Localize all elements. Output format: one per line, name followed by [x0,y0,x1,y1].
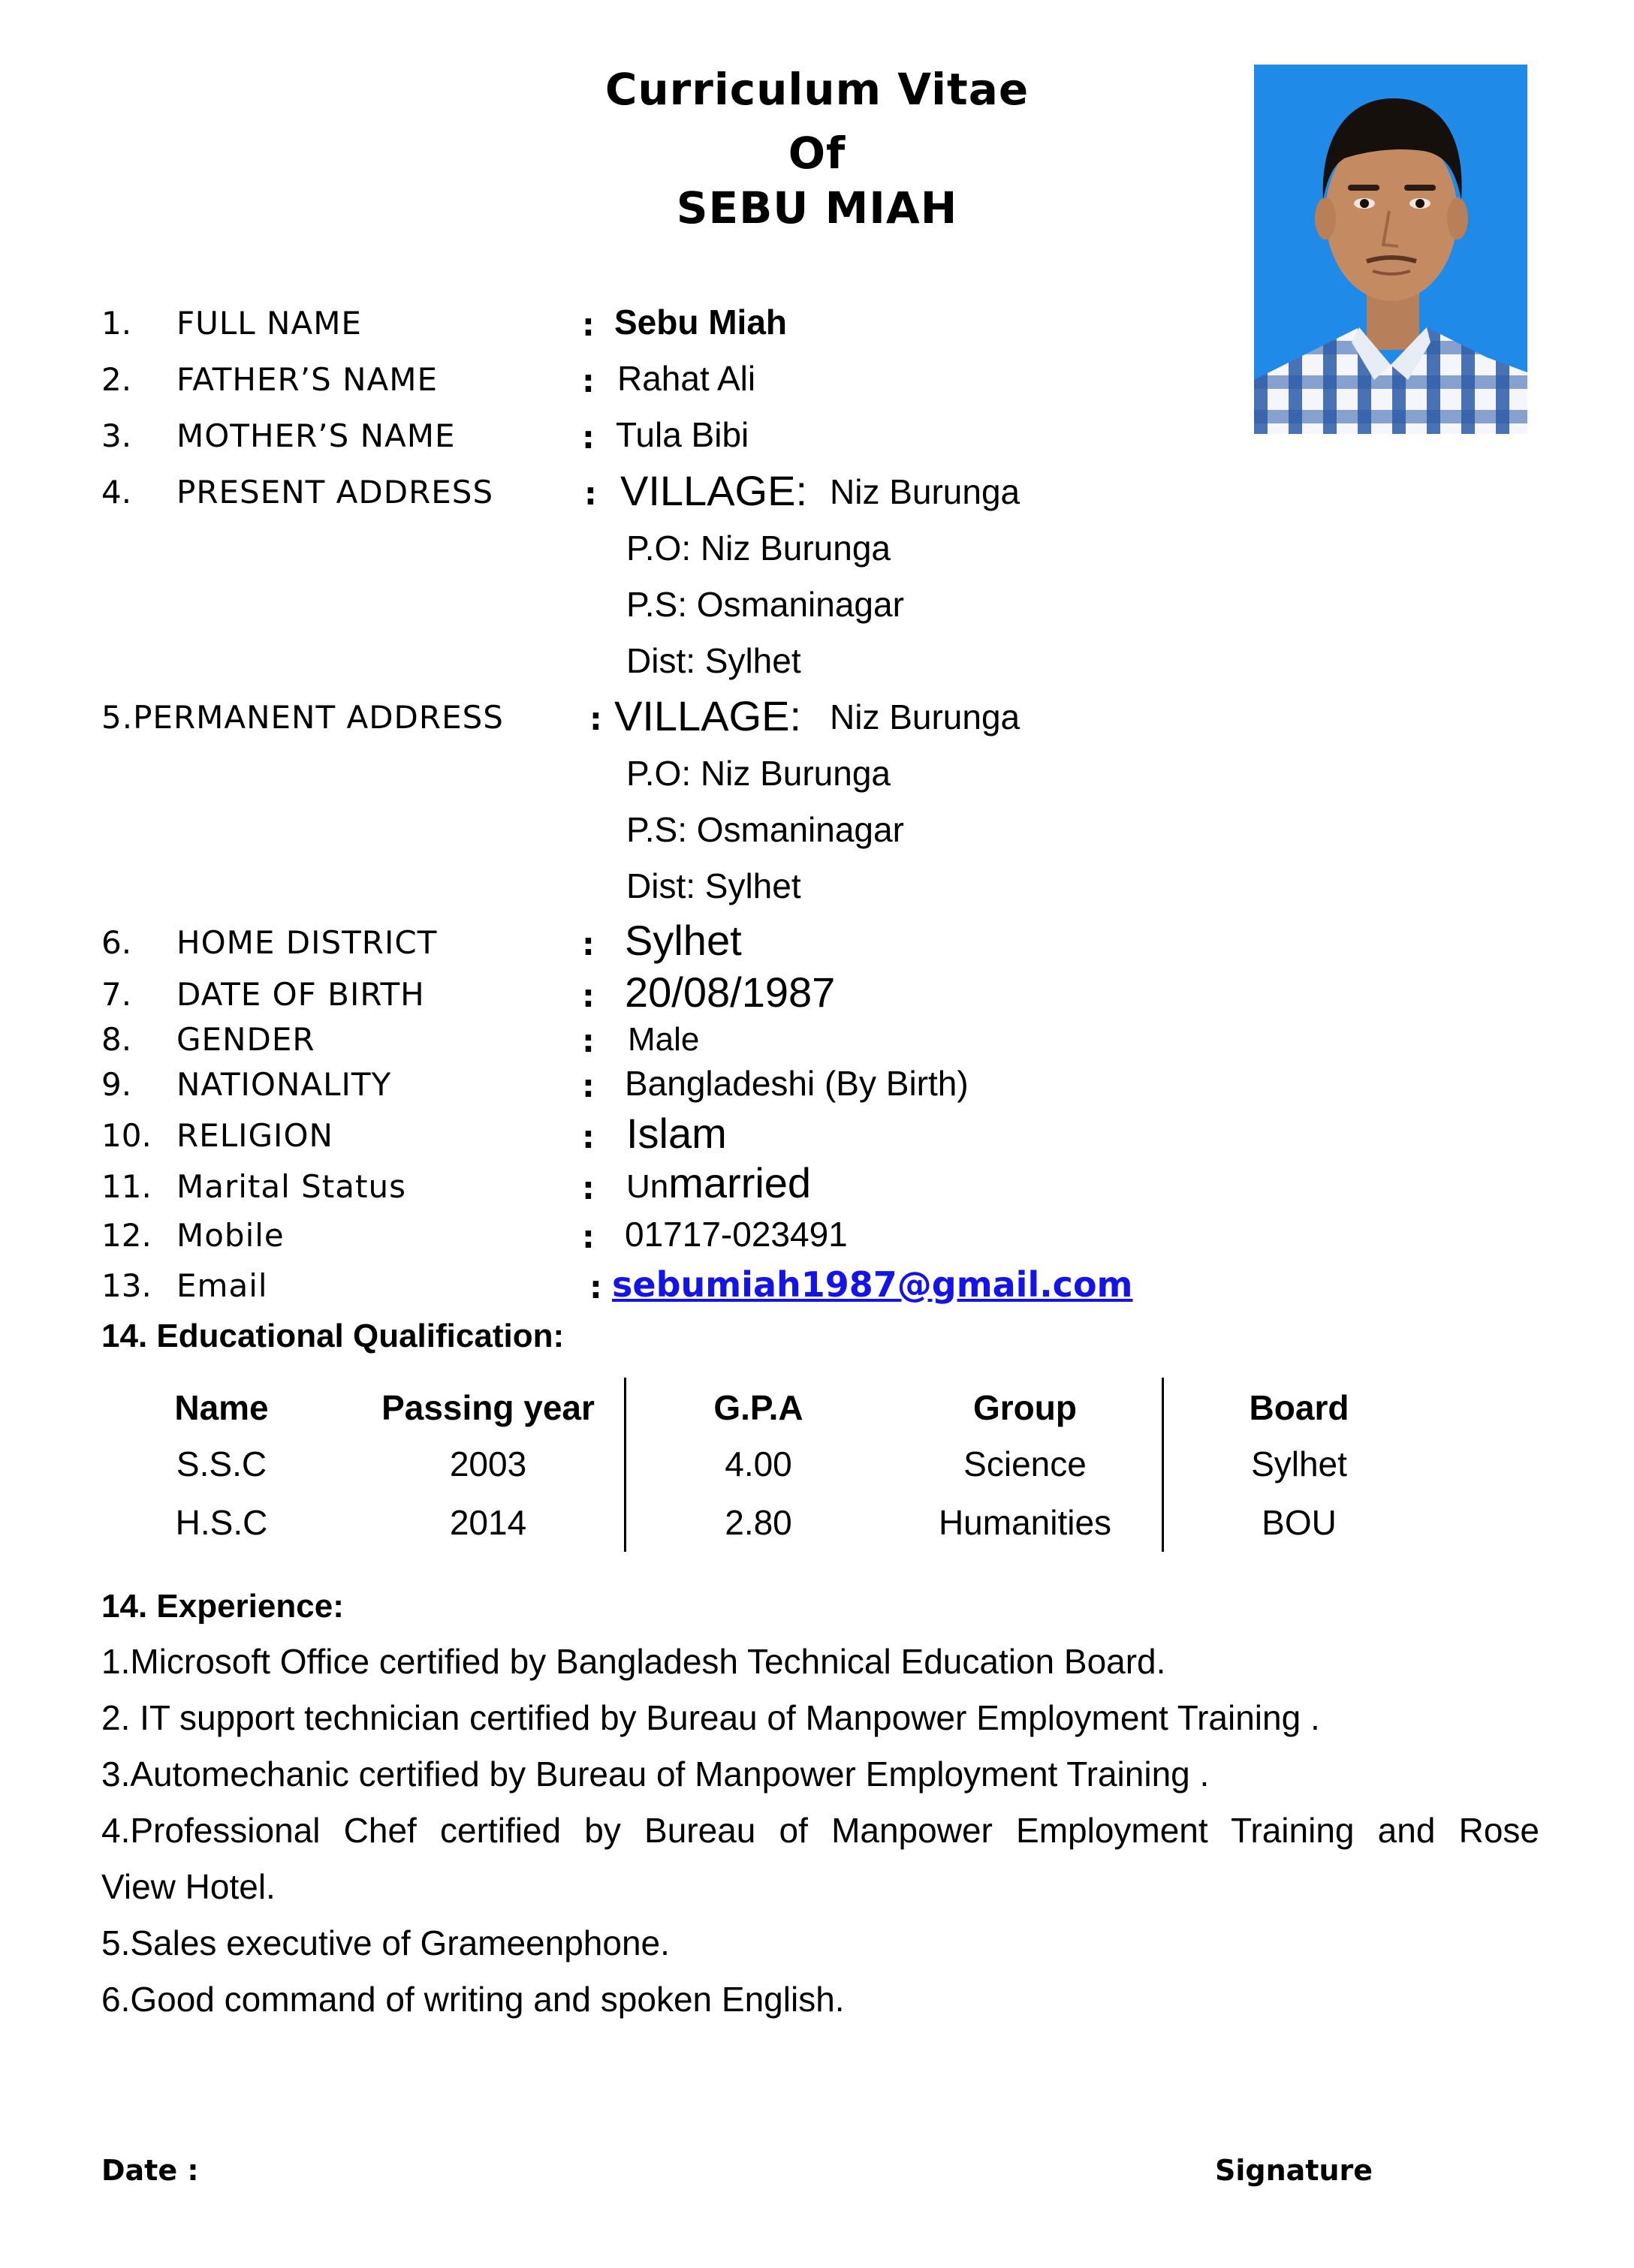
separator-colon: : [582,1068,595,1104]
value-gender: Male [628,1021,700,1058]
label-mothers-name: MOTHER’S NAME [176,417,456,454]
experience-heading: 14. Experience: [101,1588,344,1625]
edu-col-group: Group [973,1388,1077,1427]
value-mobile: 01717-023491 [625,1215,848,1254]
experience-item: 6.Good command of writing and spoken English. [101,1980,845,2019]
separator-colon: : [582,1119,595,1155]
separator-colon: : [582,419,595,456]
marital-prefix: Un [626,1168,669,1205]
profile-photo [1254,65,1527,434]
edu-cell: 2.80 [725,1503,792,1542]
separator-colon: : [582,306,595,343]
permanent-police-station: P.S: Osmaninagar [626,810,904,849]
label-religion: RELIGION [176,1117,333,1154]
edu-cell: S.S.C [176,1444,267,1483]
education-heading: 14. Educational Qualification: [101,1318,565,1354]
edu-cell: Sylhet [1251,1444,1347,1483]
label-present-address: PRESENT ADDRESS [176,474,494,511]
email-link[interactable]: sebumiah1987@gmail.com [612,1264,1133,1305]
field-number: 13. [101,1267,152,1304]
edu-col-gpa: G.P.A [713,1388,803,1427]
label-gender: GENDER [176,1021,315,1058]
separator-colon: : [582,1170,595,1206]
edu-cell: 4.00 [725,1444,792,1483]
field-number: 9. [101,1066,132,1103]
field-number: 8. [101,1021,132,1058]
experience-item: 3.Automechanic certified by Bureau of Manpower Employment Training . [101,1754,1210,1794]
label-email: Email [176,1267,268,1304]
label-full-name: FULL NAME [176,305,362,342]
field-number: 10. [101,1117,152,1154]
edu-col-passing-year: Passing year [381,1388,595,1427]
separator-colon: : [589,700,602,737]
label-permanent-address [101,699,504,736]
cv-title-of: Of [788,128,846,179]
separator-colon: : [582,1023,595,1059]
experience-item: 2. IT support technician certified by Bureau of Manpower Employment Training . [101,1698,1320,1737]
edu-col-name: Name [174,1388,269,1427]
label-marital-status: Marital Status [176,1168,406,1205]
table-divider [624,1378,626,1552]
portrait-illustration [1254,65,1527,434]
field-number: 7. [101,976,132,1013]
cv-title: Curriculum Vitae [604,64,1030,115]
date-label: Date : [101,2154,199,2187]
value-full-name: Sebu Miah [614,303,788,342]
field-number: 11. [101,1168,152,1205]
separator-colon: : [582,977,595,1014]
signature-label: Signature [1215,2154,1373,2187]
separator-colon: : [589,1269,602,1306]
field-number: 1. [101,305,132,342]
present-district: Dist: Sylhet [626,641,801,680]
experience-item: 4.Professional Chef certified by Bureau of Manpower Employment Training and Rose [101,1811,1539,1850]
experience-item: 5.Sales executive of Grameenphone. [101,1923,670,1962]
label-permanent-address-text: PERMANENT ADDRESS [133,699,504,736]
table-divider [1162,1378,1164,1552]
field-number: 3. [101,417,132,454]
field-number: 2. [101,361,132,398]
permanent-village-value: Niz Burunga [830,697,1020,736]
edu-cell: Science [963,1444,1087,1483]
experience-item-continued: View Hotel. [101,1867,276,1906]
separator-colon: : [582,363,595,399]
present-police-station: P.S: Osmaninagar [626,585,904,624]
label-nationality: NATIONALITY [176,1066,392,1103]
value-home-district: Sylhet [625,917,742,964]
present-village-label: VILLAGE: [620,467,808,514]
edu-col-board: Board [1249,1388,1349,1427]
value-nationality: Bangladeshi (By Birth) [625,1064,969,1103]
edu-cell: Humanities [938,1503,1112,1542]
present-village-value: Niz Burunga [830,472,1020,511]
field-number: 4. [101,474,132,511]
label-fathers-name: FATHER’S NAME [176,361,439,398]
label-date-of-birth: DATE OF BIRTH [176,976,425,1013]
marital-rest: married [668,1159,812,1206]
label-mobile: Mobile [176,1217,285,1254]
cv-title-name: SEBU MIAH [676,182,958,233]
edu-cell: BOU [1262,1503,1337,1542]
separator-colon: : [582,1218,595,1255]
edu-cell: 2014 [449,1503,527,1542]
value-fathers-name: Rahat Ali [617,359,756,398]
field-number: 12. [101,1217,152,1254]
field-number: 5. [101,699,134,736]
permanent-village-label: VILLAGE: [614,692,802,739]
value-date-of-birth: 20/08/1987 [625,968,836,1016]
experience-item: 1.Microsoft Office certified by Bangladesh Technical Education Board. [101,1642,1166,1681]
separator-colon: : [582,926,595,962]
permanent-district: Dist: Sylhet [626,866,801,905]
present-post-office: P.O: Niz Burunga [626,529,891,568]
value-mothers-name: Tula Bibi [616,415,749,454]
label-home-district: HOME DISTRICT [176,924,438,961]
edu-cell: 2003 [449,1444,527,1483]
value-marital-status [626,1159,812,1206]
field-number: 6. [101,924,132,961]
separator-colon: : [584,475,597,512]
edu-cell: H.S.C [175,1503,268,1542]
value-religion: Islam [626,1110,727,1157]
permanent-post-office: P.O: Niz Burunga [626,754,891,793]
